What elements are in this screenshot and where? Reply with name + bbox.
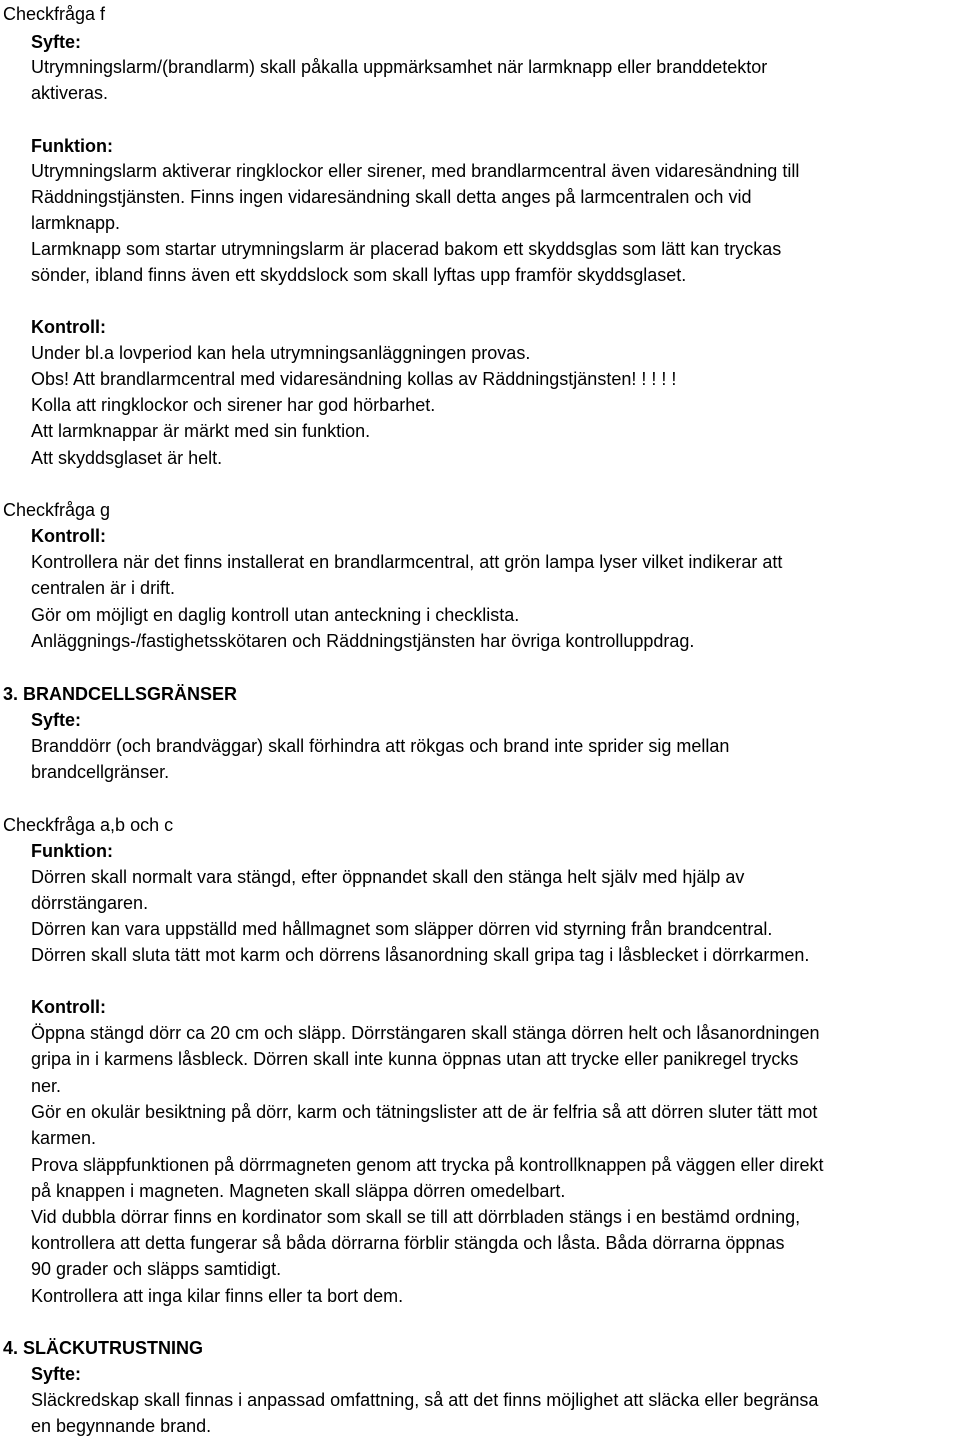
body-text-line: Branddörr (och brandväggar) skall förhindra att rökgas och brand inte sprider sig mellan: [31, 736, 730, 756]
section-heading-slackutrustning: 4. SLÄCKUTRUSTNING: [3, 1338, 204, 1358]
body-text-line: aktiveras.: [31, 83, 109, 103]
body-text-line: kontrollera att detta fungerar så båda dörrarna förblir stängda och låsta. Båda dörrarna öppnas: [31, 1233, 785, 1253]
body-text-line: Dörren skall normalt vara stängd, efter öppnandet skall den stänga helt själv med hjälp av: [31, 867, 745, 887]
body-text-line: Räddningstjänsten. Finns ingen vidaresändning skall detta anges på larmcentralen och vid: [31, 187, 752, 207]
body-text-line: på knappen i magneten. Magneten skall släppa dörren omedelbart.: [31, 1181, 566, 1201]
body-text-line: Att larmknappar är märkt med sin funktion.: [31, 421, 371, 441]
body-text-line: Gör om möjligt en daglig kontroll utan anteckning i checklista.: [31, 605, 520, 625]
body-text-line: 90 grader och släpps samtidigt.: [31, 1259, 282, 1279]
body-text-line: ner.: [31, 1076, 62, 1096]
body-text-line: Under bl.a lovperiod kan hela utrymningsanläggningen provas.: [31, 343, 531, 363]
body-text-line: Att skyddsglaset är helt.: [31, 448, 223, 468]
body-text-line: gripa in i karmens låsbleck. Dörren skall inte kunna öppnas utan att trycke eller panikregel trycks: [31, 1049, 799, 1069]
body-text-line: Prova släppfunktionen på dörrmagneten genom att trycka på kontrollknappen på väggen eller direkt: [31, 1155, 824, 1175]
label-funktion: Funktion:: [31, 841, 113, 861]
body-text-line: Utrymningslarm/(brandlarm) skall påkalla uppmärksamhet när larmknapp eller branddetektor: [31, 57, 768, 77]
label-kontroll: Kontroll:: [31, 526, 106, 546]
body-text-line: Dörren skall sluta tätt mot karm och dörrens låsanordning skall gripa tag i låsblecket i dörrkarmen.: [31, 945, 810, 965]
label-syfte: Syfte:: [31, 32, 82, 52]
body-text-line: sönder, ibland finns även ett skyddslock som skall lyftas upp framför skyddsglaset.: [31, 265, 687, 285]
body-text-line: Kolla att ringklockor och sirener har god hörbarhet.: [31, 395, 436, 415]
body-text-line: larmknapp.: [31, 213, 121, 233]
section-heading-brandcellsgranser: 3. BRANDCELLSGRÄNSER: [3, 684, 238, 704]
body-text-line: Anläggnings-/fastighetsskötaren och Räddningstjänsten har övriga kontrolluppdrag.: [31, 631, 695, 651]
label-kontroll: Kontroll:: [31, 997, 106, 1017]
section-heading-checkfraga-g: Checkfråga g: [3, 500, 111, 520]
body-text-line: karmen.: [31, 1128, 97, 1148]
label-funktion: Funktion:: [31, 136, 113, 156]
body-text-line: brandcellgränser.: [31, 762, 170, 782]
body-text-line: Öppna stängd dörr ca 20 cm och släpp. Dörrstängaren skall stänga dörren helt och låsanordningen: [31, 1023, 820, 1043]
body-text-line: Vid dubbla dörrar finns en kordinator som skall se till att dörrbladen stängs i en bestämd ordning,: [31, 1207, 801, 1227]
body-text-line: dörrstängaren.: [31, 893, 149, 913]
label-syfte: Syfte:: [31, 710, 82, 730]
body-text-line: Obs! Att brandlarmcentral med vidaresändning kollas av Räddningstjänsten! ! ! ! !: [31, 369, 677, 389]
label-kontroll: Kontroll:: [31, 317, 106, 337]
body-text-line: Larmknapp som startar utrymningslarm är placerad bakom ett skyddsglas som lätt kan tryckas: [31, 239, 782, 259]
section-heading-checkfraga-abc: Checkfråga a,b och c: [3, 815, 174, 835]
label-syfte: Syfte:: [31, 1364, 82, 1384]
body-text-line: Dörren kan vara uppställd med hållmagnet som släpper dörren vid styrning från brandcentral.: [31, 919, 773, 939]
body-text-line: Gör en okulär besiktning på dörr, karm och tätningslister att de är felfria så att dörren sluter tätt mot: [31, 1102, 818, 1122]
body-text-line: Kontrollera när det finns installerat en brandlarmcentral, att grön lampa lyser vilket indikerar att: [31, 552, 783, 572]
body-text-line: Släckredskap skall finnas i anpassad omfattning, så att det finns möjlighet att släcka eller begränsa: [31, 1390, 819, 1410]
section-heading-checkfraga-f: Checkfråga f: [3, 4, 106, 24]
body-text-line: Kontrollera att inga kilar finns eller ta bort dem.: [31, 1286, 404, 1306]
body-text-line: en begynnande brand.: [31, 1416, 212, 1436]
body-text-line: Utrymningslarm aktiverar ringklockor eller sirener, med brandlarmcentral även vidaresändning till: [31, 161, 800, 181]
body-text-line: centralen är i drift.: [31, 578, 176, 598]
